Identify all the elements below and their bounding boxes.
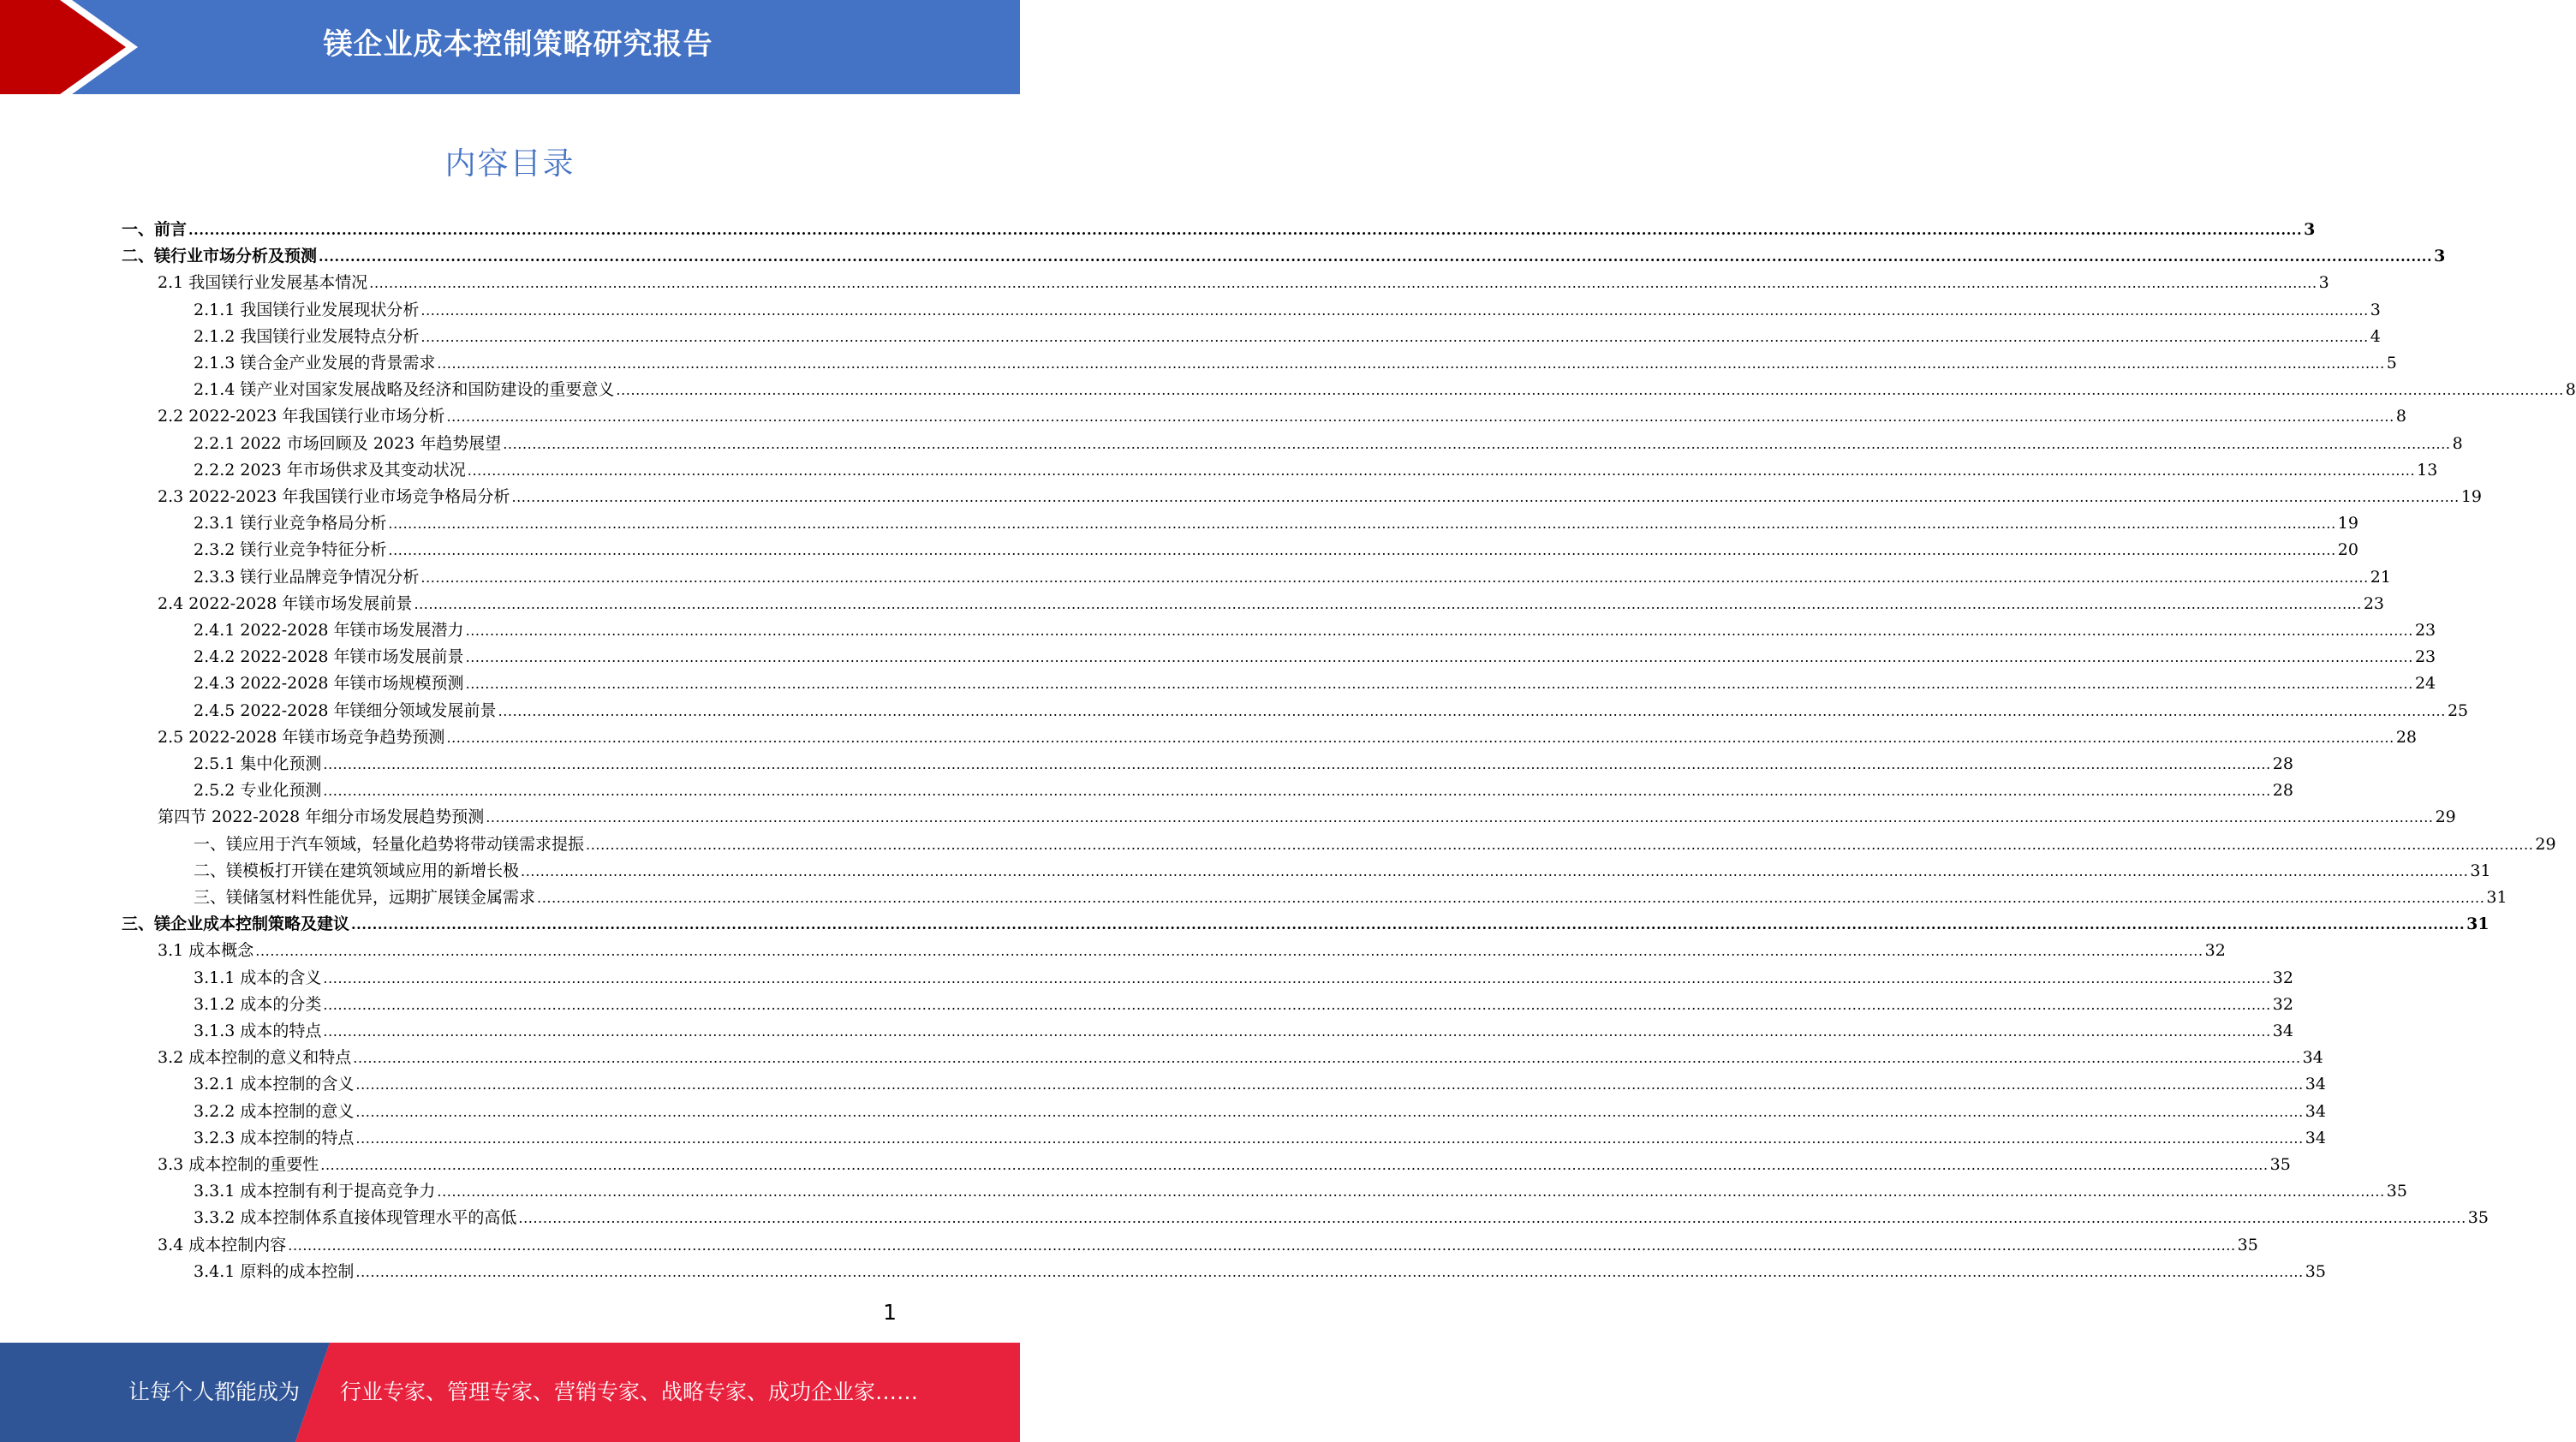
toc-entry-title: 2.4.1 2022-2028 年镁市场发展潜力: [194, 621, 464, 640]
toc-entry-page: 19: [2337, 514, 2358, 533]
toc-entry-title: 第四节 2022-2028 年细分市场发展趋势预测: [158, 807, 485, 827]
toc-entry[interactable]: [158, 1152, 2291, 1178]
toc-entry[interactable]: [194, 537, 2358, 563]
toc-dot-leader: ................................................................................................................................................................................................................................................................................................................................................................................................................: [437, 1183, 2385, 1201]
toc-dot-leader: ................................................................................................................................................................................................................................................................................................................................................................................................................: [521, 862, 2469, 879]
toc-dot-leader: ................................................................................................................................................................................................................................................................................................................................................................................................................: [616, 382, 2564, 399]
toc-dot-leader: ................................................................................................................................................................................................................................................................................................................................................................................................................: [323, 969, 2271, 986]
toc-entry-title: 2.5 2022-2028 年镁市场竞争趋势预测: [158, 727, 445, 747]
toc-entry-page: 34: [2272, 1022, 2293, 1040]
toc-entry-title: 三、镁储氢材料性能优异，远期扩展镁金属需求: [194, 888, 536, 907]
toc-dot-leader: ................................................................................................................................................................................................................................................................................................................................................................................................................: [323, 996, 2271, 1013]
toc-dot-leader: ................................................................................................................................................................................................................................................................................................................................................................................................................: [420, 301, 2369, 319]
toc-entry-title: 3.4 成本控制内容: [158, 1235, 287, 1254]
toc-entry-title: 3.3.2 成本控制体系直接体现管理水平的高低: [194, 1208, 517, 1228]
toc-entry[interactable]: [194, 1178, 2407, 1205]
toc-dot-leader: ................................................................................................................................................................................................................................................................................................................................................................................................................: [486, 809, 2434, 826]
toc-entry-page: 35: [2237, 1235, 2258, 1254]
toc-entry-page: 35: [2269, 1155, 2291, 1174]
toc-entry[interactable]: [194, 297, 2381, 324]
toc-entry-page: 34: [2305, 1101, 2326, 1121]
toc-entry-page: 28: [2395, 727, 2417, 747]
toc-entry-title: 3.4.1 原料的成本控制: [194, 1261, 355, 1281]
toc-entry-title: 2.2.2 2023 年市场供求及其变动状况: [194, 460, 466, 480]
toc-dot-leader: ................................................................................................................................................................................................................................................................................................................................................................................................................: [319, 248, 2433, 265]
toc-dot-leader: ................................................................................................................................................................................................................................................................................................................................................................................................................: [369, 275, 2317, 292]
toc-dot-leader: ................................................................................................................................................................................................................................................................................................................................................................................................................: [586, 836, 2534, 853]
toc-entry[interactable]: [158, 1045, 2323, 1071]
toc-dot-leader: ................................................................................................................................................................................................................................................................................................................................................................................................................: [323, 756, 2271, 772]
toc-dot-leader: ................................................................................................................................................................................................................................................................................................................................................................................................................: [537, 890, 2485, 906]
page-number: 1: [883, 1300, 897, 1325]
toc-dot-leader: ................................................................................................................................................................................................................................................................................................................................................................................................................: [498, 702, 2446, 719]
page-header: [0, 0, 1020, 94]
toc-dot-leader: ................................................................................................................................................................................................................................................................................................................................................................................................................: [255, 943, 2203, 960]
toc-dot-leader: ................................................................................................................................................................................................................................................................................................................................................................................................................: [388, 515, 2336, 533]
toc-entry-page: 28: [2272, 754, 2293, 773]
footer-tagline: 行业专家、管理专家、营销专家、战略专家、成功企业家……: [340, 1379, 919, 1404]
toc-entry[interactable]: [194, 644, 2436, 670]
toc-dot-leader: ................................................................................................................................................................................................................................................................................................................................................................................................................: [511, 489, 2460, 505]
toc-entry-title: 2.2 2022-2023 年我国镁行业市场分析: [158, 407, 445, 426]
toc-entry-title: 3.1.1 成本的含义: [194, 968, 322, 987]
toc-entry-title: 2.3.3 镁行业品牌竞争情况分析: [194, 567, 420, 587]
toc-entry[interactable]: [122, 911, 2490, 938]
toc-entry-page: 13: [2417, 460, 2438, 480]
toc-entry[interactable]: [194, 431, 2463, 457]
toc-entry-page: 3: [2304, 220, 2316, 239]
toc-dot-leader: ................................................................................................................................................................................................................................................................................................................................................................................................................: [503, 435, 2451, 452]
toc-entry-title: 2.4 2022-2028 年镁市场发展前景: [158, 593, 413, 613]
toc-entry-page: 24: [2414, 674, 2436, 694]
toc-entry-title: 2.1 我国镁行业发展基本情况: [158, 273, 368, 293]
toc-entry-title: 二、镁模板打开镁在建筑领域应用的新增长极: [194, 861, 520, 880]
toc-entry-title: 3.1.2 成本的分类: [194, 994, 322, 1014]
toc-entry[interactable]: [194, 698, 2469, 724]
toc-entry[interactable]: [194, 324, 2381, 350]
toc-entry[interactable]: [194, 1125, 2326, 1152]
toc-dot-leader: ................................................................................................................................................................................................................................................................................................................................................................................................................: [188, 222, 2303, 238]
toc-dot-leader: ................................................................................................................................................................................................................................................................................................................................................................................................................: [355, 1129, 2304, 1147]
toc-entry-title: 3.3.1 成本控制有利于提高竞争力: [194, 1182, 436, 1201]
toc-entry-page: 35: [2386, 1182, 2407, 1201]
toc-dot-leader: ................................................................................................................................................................................................................................................................................................................................................................................................................: [465, 623, 2413, 639]
toc-entry-page: 28: [2272, 781, 2293, 801]
toc-dot-leader: ................................................................................................................................................................................................................................................................................................................................................................................................................: [465, 676, 2413, 693]
toc-entry-title: 2.2.1 2022 市场回顾及 2023 年趋势展望: [194, 433, 502, 453]
toc-entry-page: 32: [2272, 968, 2293, 987]
toc-entry-title: 2.3.1 镁行业竞争格局分析: [194, 514, 387, 533]
toc-entry[interactable]: [158, 403, 2406, 430]
toc-entry-title: 2.5.2 专业化预测: [194, 781, 322, 801]
toc-entry-page: 8: [2452, 433, 2463, 453]
toc-entry-page: 25: [2447, 700, 2469, 720]
toc-entry[interactable]: [194, 1259, 2326, 1285]
toc-entry-title: 二、镁行业市场分析及预测: [122, 247, 318, 266]
toc-entry-page: 31: [2486, 888, 2507, 907]
toc-entry-page: 31: [2470, 861, 2491, 880]
toc-entry-page: 23: [2363, 593, 2384, 613]
toc-dot-leader: ................................................................................................................................................................................................................................................................................................................................................................................................................: [446, 729, 2394, 746]
toc-entry-title: 2.4.2 2022-2028 年镁市场发展前景: [194, 647, 464, 667]
toc-entry[interactable]: [158, 1232, 2258, 1259]
toc-entry[interactable]: [194, 751, 2293, 778]
toc-entry-page: 35: [2305, 1261, 2326, 1281]
toc-entry[interactable]: [194, 1099, 2326, 1125]
toc-entry[interactable]: [158, 484, 2482, 510]
toc-entry-page: 8: [2395, 407, 2406, 426]
toc-dot-leader: ................................................................................................................................................................................................................................................................................................................................................................................................................: [323, 783, 2271, 800]
toc-entry-page: 8: [2565, 380, 2576, 400]
toc-entry-page: 23: [2414, 647, 2436, 667]
table-of-contents: [0, 217, 2576, 1287]
toc-entry-page: 19: [2460, 487, 2482, 506]
toc-entry[interactable]: [194, 965, 2293, 992]
toc-entry[interactable]: [158, 724, 2417, 751]
toc-entry[interactable]: [194, 778, 2293, 804]
toc-dot-leader: ................................................................................................................................................................................................................................................................................................................................................................................................................: [446, 408, 2394, 426]
toc-entry-title: 2.1.4 镁产业对国家发展战略及经济和国防建设的重要意义: [194, 380, 615, 400]
toc-dot-leader: ................................................................................................................................................................................................................................................................................................................................................................................................................: [351, 916, 2466, 933]
toc-dot-leader: ................................................................................................................................................................................................................................................................................................................................................................................................................: [320, 1157, 2269, 1173]
toc-entry-page: 20: [2337, 540, 2358, 560]
toc-entry-page: 34: [2302, 1048, 2323, 1068]
report-title: 镁企业成本控制策略研究报告: [323, 27, 713, 62]
toc-entry-page: 3: [2318, 273, 2329, 293]
toc-entry-title: 2.4.3 2022-2028 年镁市场规模预测: [194, 674, 464, 694]
toc-entry-page: 3: [2370, 300, 2381, 319]
toc-entry-title: 3.2 成本控制的意义和特点: [158, 1048, 352, 1068]
toc-entry[interactable]: [122, 217, 2316, 243]
toc-entry-page: 32: [2204, 941, 2226, 961]
toc-entry-title: 3.3 成本控制的重要性: [158, 1155, 319, 1174]
toc-dot-leader: ................................................................................................................................................................................................................................................................................................................................................................................................................: [465, 649, 2413, 666]
toc-dot-leader: ................................................................................................................................................................................................................................................................................................................................................................................................................: [420, 569, 2369, 586]
footer-slogan: 让每个人都能成为: [128, 1379, 300, 1404]
toc-dot-leader: ................................................................................................................................................................................................................................................................................................................................................................................................................: [323, 1023, 2271, 1040]
toc-entry[interactable]: [194, 831, 2556, 858]
toc-entry-title: 2.1.3 镁合金产业发展的背景需求: [194, 354, 436, 372]
toc-entry[interactable]: [122, 243, 2446, 270]
toc-dot-leader: ................................................................................................................................................................................................................................................................................................................................................................................................................: [437, 355, 2385, 372]
toc-entry[interactable]: [194, 350, 2397, 377]
toc-entry[interactable]: [158, 591, 2384, 617]
toc-entry[interactable]: [194, 1205, 2489, 1231]
toc-entry[interactable]: [194, 377, 2576, 403]
toc-entry[interactable]: [194, 858, 2491, 885]
toc-dot-leader: ................................................................................................................................................................................................................................................................................................................................................................................................................: [355, 1263, 2304, 1280]
toc-dot-leader: ................................................................................................................................................................................................................................................................................................................................................................................................................: [353, 1050, 2301, 1067]
toc-entry[interactable]: [158, 938, 2226, 964]
toc-entry[interactable]: [194, 564, 2391, 591]
toc-entry[interactable]: [158, 804, 2456, 831]
toc-entry-page: 23: [2414, 621, 2436, 640]
toc-entry-page: 32: [2272, 994, 2293, 1014]
toc-entry-title: 3.2.1 成本控制的含义: [194, 1075, 355, 1094]
toc-entry-title: 2.3 2022-2023 年我国镁行业市场竞争格局分析: [158, 487, 510, 506]
toc-dot-leader: ................................................................................................................................................................................................................................................................................................................................................................................................................: [518, 1210, 2466, 1227]
toc-entry-title: 一、前言: [122, 220, 188, 239]
toc-entry-title: 2.1.1 我国镁行业发展现状分析: [194, 300, 420, 319]
page-footer: [0, 1343, 1020, 1442]
toc-dot-leader: ................................................................................................................................................................................................................................................................................................................................................................................................................: [288, 1236, 2236, 1254]
toc-entry-title: 2.4.5 2022-2028 年镁细分领域发展前景: [194, 700, 497, 720]
toc-entry-page: 3: [2434, 247, 2446, 266]
toc-entry[interactable]: [194, 992, 2293, 1018]
toc-dot-leader: ................................................................................................................................................................................................................................................................................................................................................................................................................: [355, 1103, 2304, 1120]
toc-entry[interactable]: [194, 1018, 2293, 1045]
toc-entry-title: 2.5.1 集中化预测: [194, 754, 322, 773]
toc-entry-page: 31: [2466, 915, 2490, 934]
toc-entry-title: 3.1.3 成本的特点: [194, 1022, 322, 1040]
toc-dot-leader: ................................................................................................................................................................................................................................................................................................................................................................................................................: [388, 542, 2336, 559]
toc-entry-page: 4: [2370, 326, 2381, 346]
toc-entry-title: 一、镁应用于汽车领域，轻量化趋势将带动镁需求提振: [194, 834, 585, 854]
toc-dot-leader: ................................................................................................................................................................................................................................................................................................................................................................................................................: [467, 462, 2416, 479]
toc-entry-page: 35: [2467, 1208, 2489, 1228]
toc-entry-title: 3.1 成本概念: [158, 941, 254, 961]
toc-entry[interactable]: [194, 457, 2438, 484]
toc-entry-page: 29: [2535, 834, 2556, 854]
toc-entry[interactable]: [194, 885, 2507, 911]
toc-dot-leader: ................................................................................................................................................................................................................................................................................................................................................................................................................: [420, 328, 2369, 345]
toc-entry-page: 21: [2370, 567, 2391, 587]
toc-entry-page: 34: [2305, 1128, 2326, 1147]
toc-entry[interactable]: [194, 510, 2358, 537]
toc-entry-title: 3.2.2 成本控制的意义: [194, 1101, 355, 1121]
toc-dot-leader: ................................................................................................................................................................................................................................................................................................................................................................................................................: [355, 1076, 2304, 1093]
toc-entry-title: 三、镁企业成本控制策略及建议: [122, 915, 350, 934]
toc-entry[interactable]: [194, 617, 2436, 644]
toc-entry[interactable]: [194, 670, 2436, 697]
toc-entry-page: 5: [2386, 354, 2397, 372]
toc-entry[interactable]: [194, 1071, 2326, 1098]
toc-entry-title: 3.2.3 成本控制的特点: [194, 1128, 355, 1147]
toc-entry-title: 2.1.2 我国镁行业发展特点分析: [194, 326, 420, 346]
toc-entry[interactable]: [158, 270, 2329, 296]
toc-entry-title: 2.3.2 镁行业竞争特征分析: [194, 540, 387, 560]
toc-entry-page: 34: [2305, 1075, 2326, 1094]
toc-heading: 内容目录: [444, 146, 575, 182]
toc-dot-leader: ................................................................................................................................................................................................................................................................................................................................................................................................................: [414, 595, 2362, 612]
toc-entry-page: 29: [2435, 807, 2456, 827]
